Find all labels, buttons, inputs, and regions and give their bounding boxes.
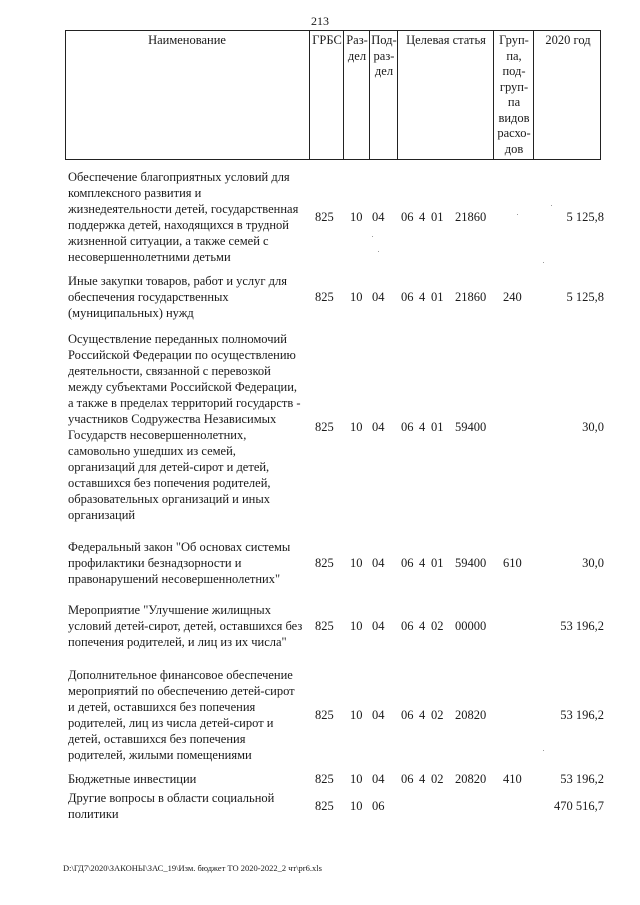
row-podrazdel: 04 bbox=[372, 708, 385, 722]
row-grbs: 825 bbox=[315, 772, 334, 786]
row-target-subprogram: 4 bbox=[419, 556, 426, 570]
scan-speck bbox=[551, 205, 552, 206]
row-name-line: попечения родителей, и лиц из их числа" bbox=[68, 635, 287, 649]
row-podrazdel: 04 bbox=[372, 772, 385, 786]
row-name-line: Федеральный закон "Об основах системы bbox=[68, 540, 291, 554]
row-target-event: 01 bbox=[431, 290, 444, 304]
row-name-line: жизнедеятельности детей, государственная bbox=[68, 202, 299, 216]
row-target-subprogram: 4 bbox=[419, 420, 426, 434]
scan-speck bbox=[378, 251, 379, 252]
header-group-line: груп- bbox=[499, 79, 529, 94]
row-sum: 30,0 bbox=[582, 556, 604, 570]
row-podrazdel: 06 bbox=[372, 799, 385, 813]
table-row bbox=[0, 539, 640, 587]
header-name: Наименование bbox=[148, 33, 226, 47]
header-grbs-cell bbox=[309, 30, 344, 160]
row-name-line: образовательных организаций и иных bbox=[68, 492, 270, 506]
row-target-event: 02 bbox=[431, 772, 444, 786]
header-razdel-line: дел bbox=[347, 48, 367, 63]
row-target-direction: 59400 bbox=[455, 556, 487, 570]
row-target-program: 06 bbox=[401, 290, 414, 304]
scan-speck bbox=[543, 750, 544, 751]
row-group: 240 bbox=[503, 290, 522, 304]
row-target-direction: 20820 bbox=[455, 772, 487, 786]
row-name-line: Осуществление переданных полномочий bbox=[68, 332, 287, 346]
row-razdel: 10 bbox=[350, 799, 363, 813]
row-razdel: 10 bbox=[350, 708, 363, 722]
row-target-direction: 59400 bbox=[455, 420, 487, 434]
row-razdel: 10 bbox=[350, 210, 363, 224]
row-razdel: 10 bbox=[350, 290, 363, 304]
row-sum: 470 516,7 bbox=[554, 799, 604, 813]
row-sum: 5 125,8 bbox=[566, 210, 604, 224]
scan-speck bbox=[372, 236, 373, 237]
header-group-line: под- bbox=[502, 64, 526, 78]
table-row bbox=[0, 169, 640, 265]
page-number: 213 bbox=[311, 14, 329, 28]
table-header bbox=[65, 30, 601, 160]
row-name-line: оставшихся без попечения родителей, bbox=[68, 476, 271, 490]
row-target-direction: 20820 bbox=[455, 708, 487, 722]
row-sum: 53 196,2 bbox=[560, 772, 604, 786]
row-podrazdel: 04 bbox=[372, 290, 385, 304]
row-target-subprogram: 4 bbox=[419, 772, 426, 786]
table-row bbox=[0, 667, 640, 763]
row-target-subprogram: 4 bbox=[419, 708, 426, 722]
scan-speck bbox=[543, 262, 544, 263]
row-name-line: родителей, лиц из числа детей-сирот и bbox=[68, 716, 274, 730]
row-name-line: деятельности, связанной с перевозкой bbox=[68, 364, 271, 378]
row-name-line: жизненной ситуации, а также семей с bbox=[68, 234, 269, 248]
row-razdel: 10 bbox=[350, 619, 363, 633]
row-name-line: самовольно ушедших из семей, bbox=[68, 444, 236, 458]
row-group: 610 bbox=[503, 556, 522, 570]
row-name-line: условий детей-сирот, детей, оставшихся без bbox=[68, 619, 303, 633]
row-name bbox=[68, 273, 308, 321]
row-name-line: Государств несовершеннолетних, bbox=[68, 428, 247, 442]
row-podrazdel: 04 bbox=[372, 210, 385, 224]
row-name bbox=[68, 790, 308, 822]
row-podrazdel: 04 bbox=[372, 556, 385, 570]
row-name-line: а также в пределах территорий государств - bbox=[68, 396, 301, 410]
row-name-line: участников Содружества Независимых bbox=[68, 412, 277, 426]
row-target-event: 01 bbox=[431, 420, 444, 434]
row-target-subprogram: 4 bbox=[419, 290, 426, 304]
header-podrazdel-line: раз- bbox=[373, 48, 395, 63]
row-target-program: 06 bbox=[401, 420, 414, 434]
row-name-line: комплексного развития и bbox=[68, 186, 202, 200]
row-name bbox=[68, 771, 308, 787]
row-name-line: политики bbox=[68, 807, 119, 821]
header-group-line: дов bbox=[504, 141, 524, 156]
row-name-line: Другие вопросы в области социальной bbox=[68, 791, 275, 805]
scan-speck bbox=[517, 214, 518, 215]
header-podrazdel-line: дел bbox=[374, 64, 394, 78]
header-razdel-cell bbox=[343, 30, 370, 160]
table-row bbox=[0, 331, 640, 523]
row-name-line: организаций bbox=[68, 508, 136, 522]
row-grbs: 825 bbox=[315, 420, 334, 434]
row-grbs: 825 bbox=[315, 619, 334, 633]
table-row bbox=[0, 790, 640, 822]
row-name-line: Российской Федерации по осуществлению bbox=[68, 348, 296, 362]
row-name-line: между субъектами Российской Федерации, bbox=[68, 380, 298, 394]
row-target-subprogram: 4 bbox=[419, 210, 426, 224]
row-name-line: Бюджетные инвестиции bbox=[68, 772, 197, 786]
row-target-program: 06 bbox=[401, 210, 414, 224]
row-name-line: организаций для детей-сирот и детей, bbox=[68, 460, 270, 474]
row-name-line: обеспечения государственных bbox=[68, 290, 229, 304]
header-name-cell bbox=[65, 30, 309, 160]
row-name-line: правонарушений несовершеннолетних" bbox=[68, 572, 281, 586]
row-name-line: поддержка детей, находящихся в трудной bbox=[68, 218, 289, 232]
row-group: 410 bbox=[503, 772, 522, 786]
footer-file-path: D:\ГД7\2020\ЗАКОНЫ\ЗАС_19\Изм. бюджет ТО 2020-2022_2 чт\pr6.xls bbox=[63, 863, 322, 873]
table-row bbox=[0, 602, 640, 650]
header-grbs: ГРБС bbox=[312, 33, 342, 47]
row-grbs: 825 bbox=[315, 708, 334, 722]
header-podrazdel-cell bbox=[369, 30, 398, 160]
row-sum: 53 196,2 bbox=[560, 619, 604, 633]
header-year: 2020 год bbox=[545, 33, 591, 47]
row-name-line: Дополнительное финансовое обеспечение bbox=[68, 668, 293, 682]
row-name bbox=[68, 667, 308, 763]
row-podrazdel: 04 bbox=[372, 420, 385, 434]
row-target-direction: 00000 bbox=[455, 619, 487, 633]
row-name-line: мероприятий по обеспечению детей-сирот bbox=[68, 684, 295, 698]
row-target-direction: 21860 bbox=[455, 210, 487, 224]
row-target-program: 06 bbox=[401, 772, 414, 786]
row-razdel: 10 bbox=[350, 420, 363, 434]
header-razdel-line: Раз- bbox=[346, 33, 368, 47]
header-podrazdel-line: Под- bbox=[371, 33, 397, 47]
row-name bbox=[68, 169, 308, 265]
row-target-direction: 21860 bbox=[455, 290, 487, 304]
row-sum: 30,0 bbox=[582, 420, 604, 434]
table-row bbox=[0, 273, 640, 321]
row-name bbox=[68, 602, 308, 650]
row-name-line: и детей, оставшихся без попечения bbox=[68, 700, 256, 714]
row-podrazdel: 04 bbox=[372, 619, 385, 633]
row-name bbox=[68, 539, 308, 587]
header-group-line: видов bbox=[498, 110, 530, 125]
row-name-line: Иные закупки товаров, работ и услуг для bbox=[68, 274, 288, 288]
row-target-event: 02 bbox=[431, 619, 444, 633]
row-name bbox=[68, 331, 308, 523]
row-target-program: 06 bbox=[401, 556, 414, 570]
row-target-subprogram: 4 bbox=[419, 619, 426, 633]
row-grbs: 825 bbox=[315, 210, 334, 224]
header-group-line: па, bbox=[506, 48, 522, 63]
header-group-line: па bbox=[507, 95, 521, 109]
row-target-program: 06 bbox=[401, 619, 414, 633]
row-grbs: 825 bbox=[315, 799, 334, 813]
row-name-line: несовершеннолетними детьми bbox=[68, 250, 231, 264]
row-name-line: родителей, жилыми помещениями bbox=[68, 748, 252, 762]
row-grbs: 825 bbox=[315, 556, 334, 570]
row-razdel: 10 bbox=[350, 772, 363, 786]
row-target-event: 02 bbox=[431, 708, 444, 722]
row-name-line: детей, оставшихся без попечения bbox=[68, 732, 246, 746]
header-group-cell bbox=[493, 30, 534, 160]
header-target-article: Целевая статья bbox=[406, 33, 486, 47]
table-row bbox=[0, 771, 640, 787]
row-name-line: (муниципальных) нужд bbox=[68, 306, 194, 320]
header-year-cell bbox=[533, 30, 602, 160]
row-razdel: 10 bbox=[350, 556, 363, 570]
row-target-event: 01 bbox=[431, 210, 444, 224]
row-grbs: 825 bbox=[315, 290, 334, 304]
row-target-event: 01 bbox=[431, 556, 444, 570]
header-target-cell bbox=[397, 30, 494, 160]
row-name-line: профилактики безнадзорности и bbox=[68, 556, 242, 570]
row-sum: 53 196,2 bbox=[560, 708, 604, 722]
row-target-program: 06 bbox=[401, 708, 414, 722]
row-name-line: Обеспечение благоприятных условий для bbox=[68, 170, 290, 184]
row-sum: 5 125,8 bbox=[566, 290, 604, 304]
header-group-line: расхо- bbox=[497, 126, 531, 140]
header-group-line: Груп- bbox=[499, 33, 529, 47]
row-name-line: Мероприятие "Улучшение жилищных bbox=[68, 603, 271, 617]
